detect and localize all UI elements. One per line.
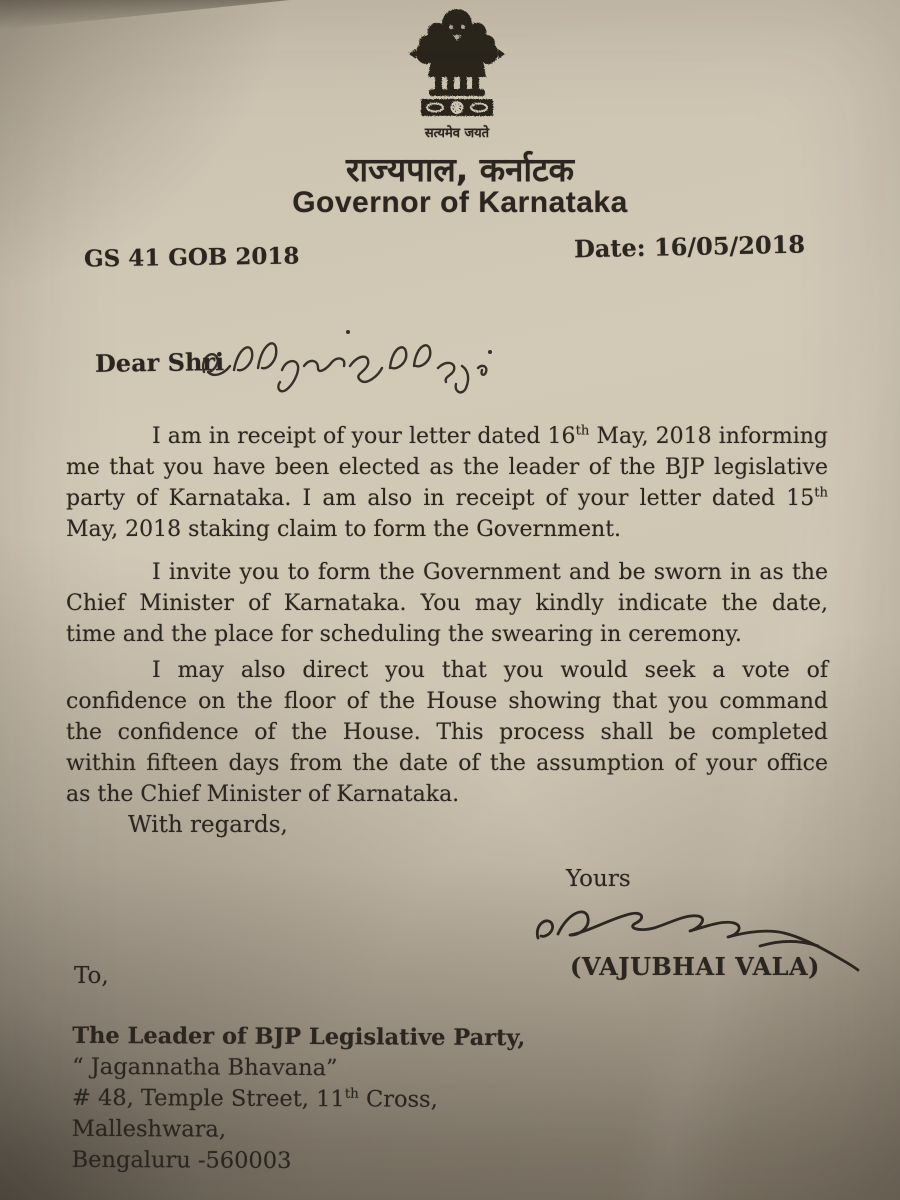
para1-line: I am in receipt of your letter dated 16th May, 2018 informing: [152, 423, 829, 449]
paragraph-2: [66, 557, 828, 650]
para2-line: time and the place for scheduling the swearing in ceremony.: [66, 622, 742, 647]
letterhead-title-english: Governor of Karnataka: [292, 186, 628, 219]
signatory-name: (VAJUBHAI VALA): [570, 952, 820, 981]
para1-line: May, 2018 staking claim to form the Government.: [66, 517, 622, 542]
with-regards: With regards,: [128, 812, 288, 838]
address-line: Malleshwara,: [71, 1115, 227, 1143]
para2-line: Chief Minister of Karnataka. You may kindly indicate the date,: [66, 591, 828, 616]
address-line: # 48, Temple Street, 11th Cross,: [71, 1084, 438, 1113]
para1-line: me that you have been elected as the leader of the BJP legislative: [66, 455, 828, 480]
paragraph-3: [66, 655, 828, 810]
para3-line: as the Chief Minister of Karnataka.: [66, 782, 460, 807]
para3-line: the confidence of the House. This process shall be completed: [66, 720, 828, 745]
recipient-address: [72, 1021, 526, 1178]
date-line: Date: 16/05/2018: [573, 229, 806, 264]
para1-line: party of Karnataka. I am also in receipt of your letter dated 15th: [66, 485, 828, 511]
para3-line: confidence on the floor of the House showing that you command: [66, 689, 828, 714]
address-line: “ Jagannatha Bhavana”: [72, 1053, 338, 1082]
paper-edge-shadow: [0, 0, 290, 30]
paragraph-1: [66, 421, 828, 545]
para3-line: within fifteen days from the date of the assumption of your office: [66, 751, 828, 776]
ashoka-emblem-icon: [393, 6, 521, 124]
handwritten-name: [198, 318, 548, 402]
emblem-motto: सत्यमेव जयते: [424, 126, 490, 141]
address-line: The Leader of BJP Legislative Party,: [72, 1022, 526, 1052]
para3-line: I may also direct you that you would seek a vote of: [152, 658, 828, 683]
reference-number: GS 41 GOB 2018: [83, 242, 300, 273]
letterhead-title-hindi: राज्यपाल, कर्नाटक: [346, 150, 574, 189]
address-line: Bengaluru -560003: [71, 1146, 292, 1174]
para2-line: I invite you to form the Government and be sworn in as the: [152, 560, 828, 585]
yours-label: Yours: [566, 866, 631, 892]
to-label: To,: [74, 963, 109, 989]
salutation-label: Dear Shri: [94, 347, 225, 378]
